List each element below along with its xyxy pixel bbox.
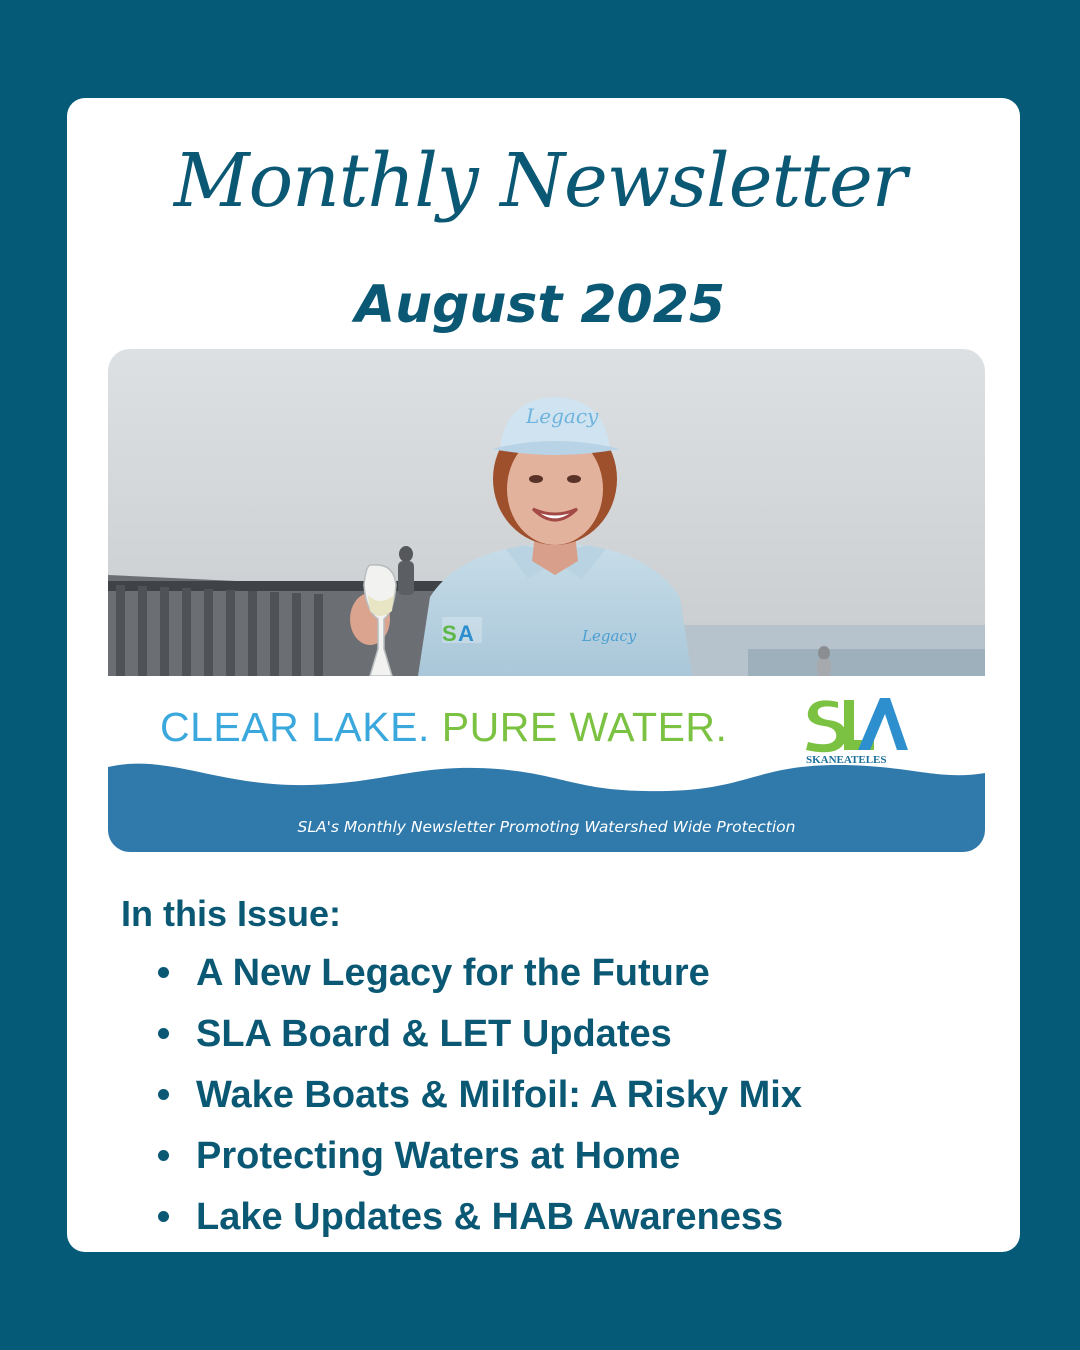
logo-name: SKANEATELES	[806, 754, 887, 766]
list-item-text: Protecting Waters at Home	[196, 1135, 681, 1177]
svg-text:S: S	[442, 621, 457, 646]
tagline-pure-water: PURE WATER.	[441, 704, 728, 750]
newsletter-title: Monthly Newsletter	[173, 138, 907, 224]
svg-text:A: A	[458, 621, 474, 646]
tagline	[160, 704, 727, 751]
tagline-clear-lake: CLEAR LAKE.	[160, 704, 430, 750]
cap-text: Legacy	[526, 404, 599, 428]
wave-caption: SLA's Monthly Newsletter Promoting Watershed Wide Protection	[297, 818, 796, 836]
bullet-dot-icon	[158, 967, 169, 978]
shirt-text: Legacy	[582, 627, 637, 645]
header-banner	[108, 349, 985, 852]
list-item-text: Wake Boats & Milfoil: A Risky Mix	[196, 1074, 802, 1116]
bullet-dot-icon	[158, 1150, 169, 1161]
list-item-text: A New Legacy for the Future	[196, 952, 710, 994]
list-item-text: Lake Updates & HAB Awareness	[196, 1196, 784, 1238]
issue-heading: In this Issue:	[121, 893, 342, 934]
bullet-dot-icon	[158, 1028, 169, 1039]
wave-band	[108, 759, 985, 852]
issue-date: August 2025	[354, 275, 726, 335]
bullet-dot-icon	[158, 1211, 169, 1222]
cover-photo	[108, 349, 985, 676]
list-item-text: SLA Board & LET Updates	[196, 1013, 672, 1055]
bullet-dot-icon	[158, 1089, 169, 1100]
